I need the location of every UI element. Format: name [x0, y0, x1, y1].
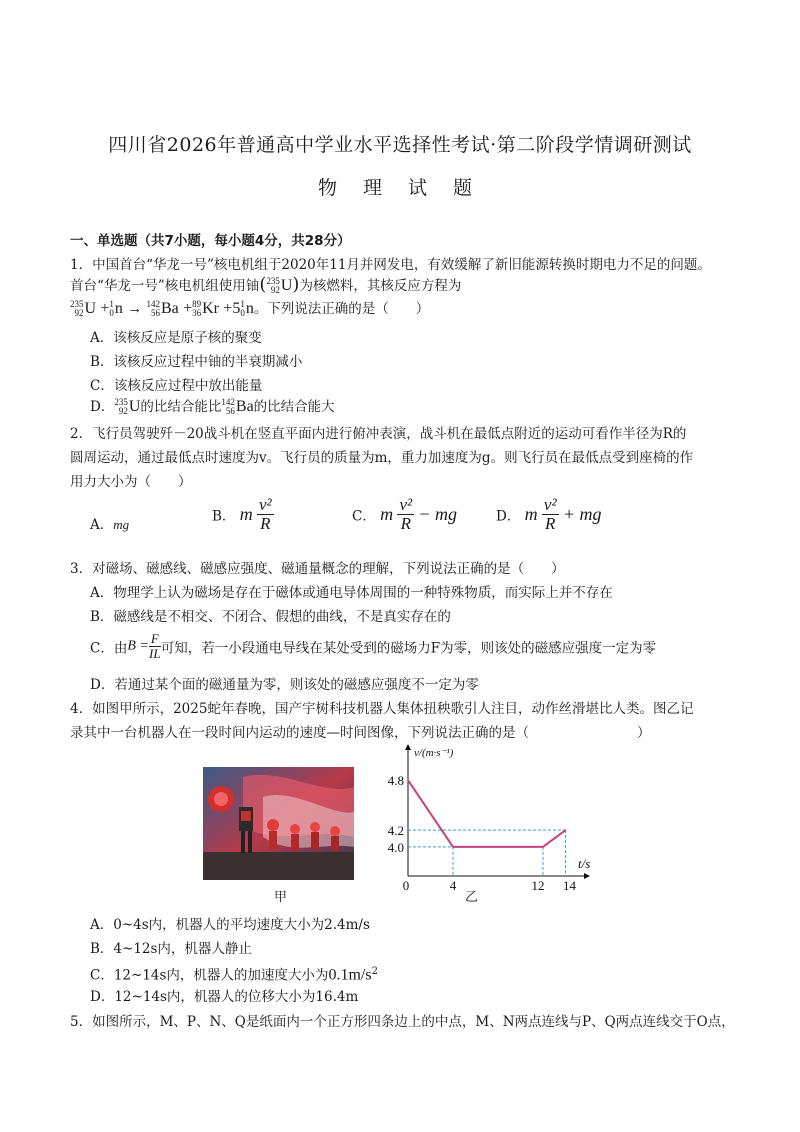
- data-point-1: [452, 846, 454, 848]
- q2-option-d: D． m $\frac{\text{v²}}{R}$ + mg: [496, 495, 602, 533]
- x-tick-0: 0: [402, 878, 410, 892]
- data-point-0: [407, 779, 409, 781]
- q1-option-d: D． 235 92 U的比结合能比 142 56 Ba的比结合能大: [90, 397, 335, 417]
- q2-option-c: C． m $\frac{\text{v²}}{R}$ − mg: [352, 495, 458, 533]
- x-axis-label: t/s: [578, 856, 591, 871]
- q5-line1: 5．如图所示，M、P、N、Q是纸面内一个正方形四条边上的中点，M、N两点连线与P、Q两点连线交于O点，: [70, 1014, 735, 1030]
- q1-line3-tail: 。下列说法正确的是（ ）: [253, 301, 430, 317]
- q4-line2: 录其中一台机器人在一段时间内运动的速度—时间图像，下列说法正确的是（ ）: [70, 725, 651, 741]
- q1-option-b: B．该核反应过程中铀的半衰期减小: [90, 354, 303, 370]
- q1-line1: 1．中国首台“华龙一号”核电机组于2020年11月并网发电，有效缓解了新旧能源转换时期电力不足的问题。: [70, 257, 711, 273]
- q3-line1: 3．对磁场、磁感线、磁感应强度、磁通量概念的理解，下列说法正确的是（ ）: [70, 561, 565, 577]
- y-tick-4.0: 4.0: [387, 839, 404, 855]
- q3-option-d: D．若通过某个面的磁通量为零，则该处的磁感应强度不一定为零: [90, 677, 479, 693]
- robot-dance-photo: [203, 767, 354, 880]
- exam-title: 四川省2026年普通高中学业水平选择性考试·第二阶段学情调研测试: [108, 134, 692, 156]
- q1-line2-tail: 为核燃料，其核反应方程为: [299, 278, 462, 294]
- q4-option-d: D．12~14s内，机器人的位移大小为16.4m: [90, 989, 359, 1005]
- q1-line2: 首台“华龙一号”核电机组使用铀( 235 92 U)为核燃料，其核反应方程为: [70, 274, 462, 296]
- y-tick-4.2: 4.2: [387, 823, 404, 839]
- q4-option-b: B．4~12s内，机器人静止: [90, 941, 252, 957]
- q1-option-a: A．该核反应是原子核的聚变: [90, 330, 262, 346]
- q2-option-a: A．mg: [90, 517, 130, 533]
- uranium-nuclide: 235 92 U: [266, 276, 293, 296]
- velocity-line: [408, 780, 566, 847]
- y-tick-4.8: 4.8: [387, 773, 404, 789]
- q1-option-c: C．该核反应过程中放出能量: [90, 378, 263, 394]
- q4-line1: 4．如图甲所示，2025蛇年春晚，国产宇树科技机器人集体扭秧歌引人注目，动作丝滑堪比人类。图乙记: [70, 701, 694, 717]
- data-point-2: [542, 846, 544, 848]
- y-axis-arrow: [405, 744, 411, 750]
- velocity-time-graph: [372, 742, 592, 892]
- q2-line1: 2．飞行员驾驶歼－20战斗机在竖直平面内进行俯冲表演，战斗机在最低点附近的运动可看作半径为R的: [70, 426, 687, 442]
- caption-yi: 乙: [465, 890, 479, 905]
- subject-title: 物 理 试 题: [317, 177, 483, 199]
- q2-line2: 圆周运动，通过最低点时速度为v。飞行员的质量为m，重力加速度为g。则飞行员在最低点受到座椅的作: [70, 450, 694, 466]
- caption-jia: 甲: [274, 890, 288, 905]
- x-tick-14: 14: [563, 878, 576, 892]
- q2-option-b: B． m $\frac{\text{v²}}{R}$: [212, 495, 272, 533]
- x-axis-arrow: [584, 873, 590, 879]
- q1-reaction-equation: 235 92 U + 1 0 n → 142 56 Ba + 89 36 Kr +5 1 0 n。下列说法正确的是（ ）: [70, 299, 430, 319]
- q3-option-c: C．由B = $\frac{F}{IL}$ 可知，若一小段通电导线在某处受到的磁场力F为零，则该处的磁感应强度一定为零: [90, 631, 657, 661]
- q2-line3: 用力大小为（ ）: [70, 474, 192, 490]
- x-tick-4: 4: [449, 878, 457, 892]
- q4-option-c: C．12~14s内，机器人的加速度大小为$0.1m/s^2$: [90, 966, 378, 984]
- data-point-3: [565, 829, 567, 831]
- q4-option-a: A．0~4s内，机器人的平均速度大小为2.4m/s: [90, 917, 370, 933]
- q3-option-b: B．磁感线是不相交、不闭合、假想的曲线，不是真实存在的: [90, 609, 451, 625]
- x-tick-12: 12: [531, 878, 545, 892]
- q3-option-a: A．物理学上认为磁场是存在于磁体或通电导体周围的一种特殊物质，而实际上并不存在: [90, 585, 613, 601]
- q1-line2-text: 首台“华龙一号”核电机组使用铀: [70, 278, 260, 294]
- y-axis-label: v/(m·s⁻¹): [414, 747, 454, 759]
- section-heading: 一、单选题（共7小题，每小题4分，共28分）: [70, 233, 351, 249]
